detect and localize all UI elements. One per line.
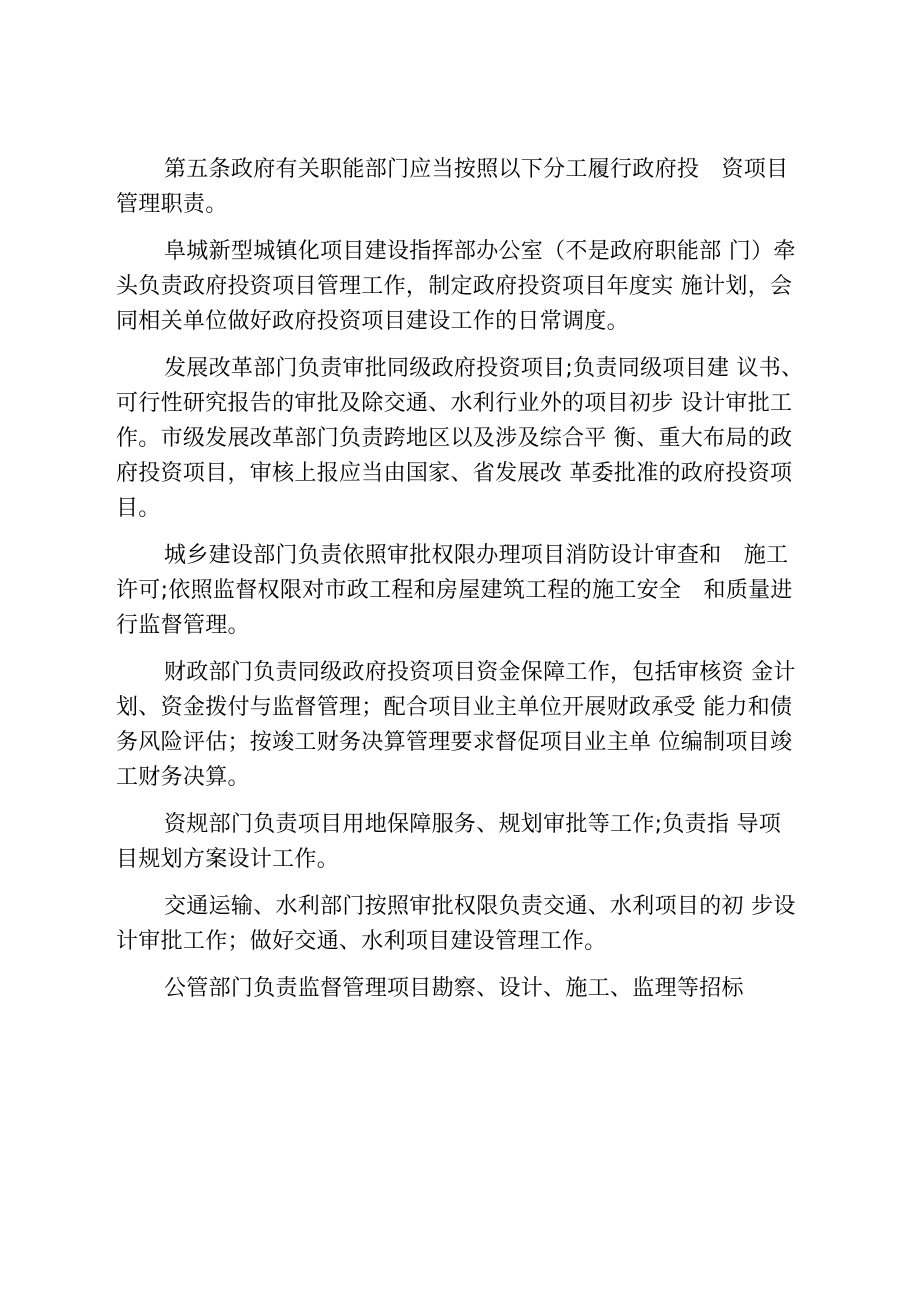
paragraph-finance: [116, 655, 816, 795]
text-line: 阜城新型城镇化项目建设指挥部办公室（不是政府职能部 门）牵: [164, 239, 796, 264]
text-line: 作。市级发展改革部门负责跨地区以及涉及综合平 衡、重大布局的政: [116, 426, 793, 451]
text-line: 公管部门负责监督管理项目勘察、设计、施工、监理等招标: [164, 976, 744, 1001]
paragraph-article-5: [116, 152, 816, 222]
text-line: 划、资金拨付与监督管理；配合项目业主单位开展财政承受 能力和债: [116, 695, 793, 720]
document-page: [116, 152, 816, 1018]
paragraph-public-management: [116, 971, 816, 1006]
text-line: 行监督管理。: [116, 613, 250, 638]
text-line: 目规划方案设计工作。: [116, 847, 340, 872]
text-line: 务风险评估；按竣工财务决算管理要求督促项目业主单 位编制项目竣: [116, 730, 793, 755]
text-line: 管理职责。: [116, 192, 228, 217]
paragraph-transport-water: [116, 889, 816, 959]
text-line: 目。: [116, 496, 161, 521]
paragraph-natural-resources: [116, 807, 816, 877]
text-line: 可行性研究报告的审批及除交通、水利行业外的项目初步 设计审批工: [116, 391, 793, 416]
text-line: 财政部门负责同级政府投资项目资金保障工作，包括审核资 金计: [164, 660, 796, 685]
text-line: 发展改革部门负责审批同级政府投资项目;负责同级项目建 议书、: [164, 356, 804, 381]
text-line: 同相关单位做好政府投资项目建设工作的日常调度。: [116, 309, 629, 334]
text-line: 工财务决算。: [116, 765, 250, 790]
text-line: 城乡建设部门负责依照审批权限办理项目消防设计审查和 施工: [164, 543, 789, 568]
paragraph-development-reform: [116, 351, 816, 526]
text-line: 第五条政府有关职能部门应当按照以下分工履行政府投 资项目: [164, 157, 789, 182]
text-line: 交通运输、水利部门按照审批权限负责交通、水利项目的初 步设: [164, 894, 796, 919]
text-line: 头负责政府投资项目管理工作，制定政府投资项目年度实 施计划，会: [116, 274, 793, 299]
text-line: 府投资项目，审核上报应当由国家、省发展改 革委批准的政府投资项: [116, 461, 793, 486]
text-line: 许可;依照监督权限对市政工程和房屋建筑工程的施工安全 和质量进: [116, 578, 793, 603]
text-line: 资规部门负责项目用地保障服务、规划审批等工作;负责指 导项: [164, 812, 782, 837]
text-line: 计审批工作；做好交通、水利项目建设管理工作。: [116, 929, 607, 954]
paragraph-urban-rural-construction: [116, 538, 816, 643]
paragraph-command-office: [116, 234, 816, 339]
